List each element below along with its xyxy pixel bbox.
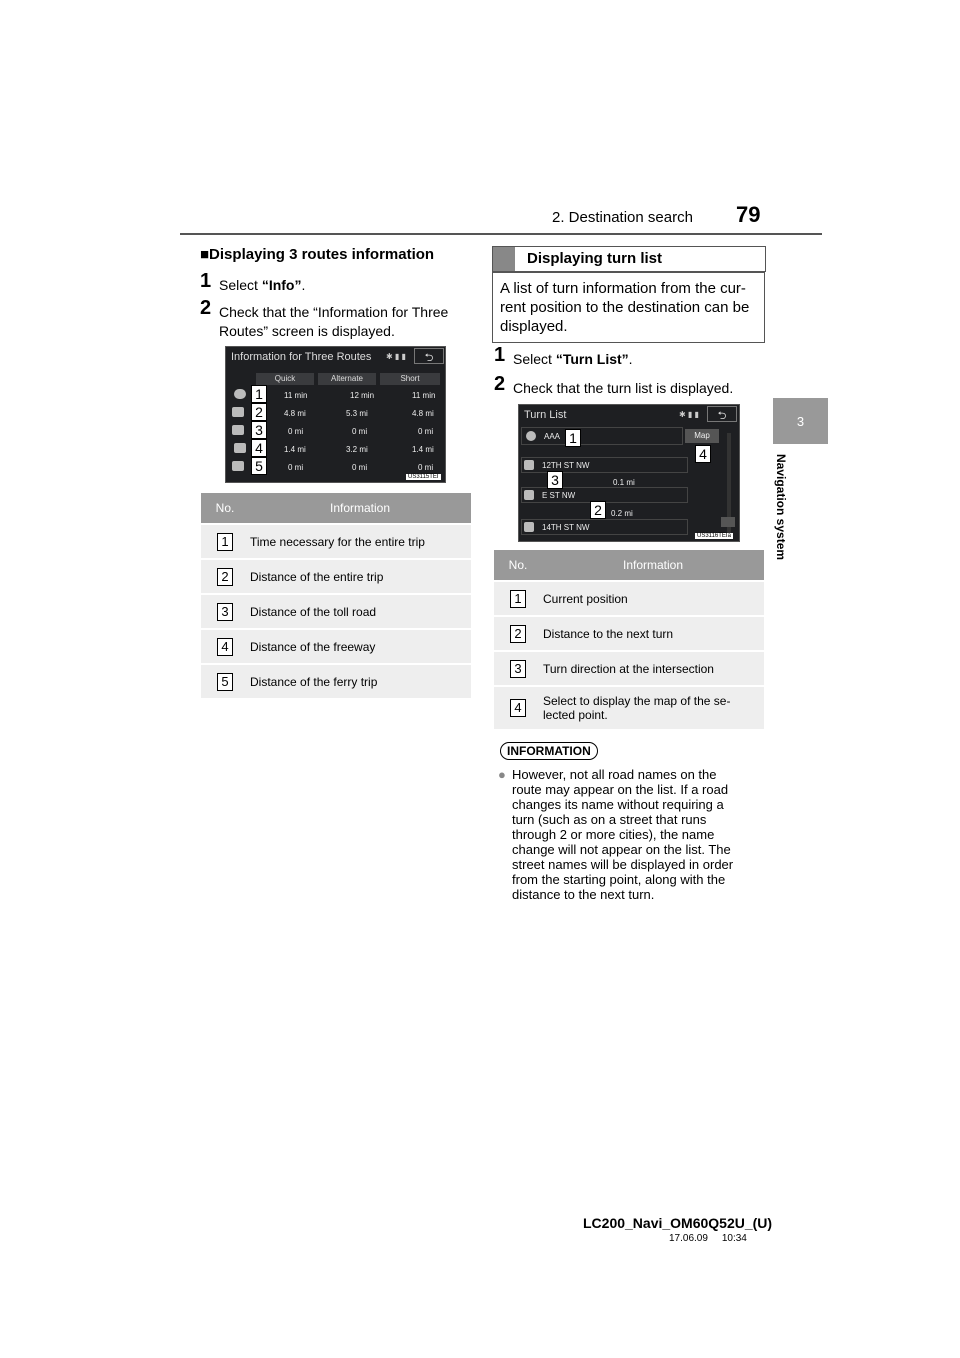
- note-line: distance to the next turn.: [512, 887, 655, 902]
- toll-icon: [232, 425, 244, 435]
- route-cell: 0 mi: [352, 427, 368, 436]
- note-line: route may appear on the list. If a road: [512, 782, 729, 797]
- step-text-prefix: Select: [513, 351, 556, 367]
- note-line: through 2 or more cities), the name: [512, 827, 715, 842]
- ferry-icon: [232, 461, 244, 471]
- row-number: 2: [510, 625, 526, 643]
- row-number: 2: [217, 568, 233, 586]
- step-number: 1: [494, 344, 506, 366]
- route-cell: 12 min: [350, 391, 375, 400]
- row-number: 4: [510, 699, 526, 717]
- right-step-1: [494, 344, 764, 370]
- column-short[interactable]: Short: [380, 373, 440, 385]
- table-row: [201, 629, 471, 664]
- step-text-prefix: Select: [219, 277, 262, 293]
- column-alternate[interactable]: Alternate: [318, 373, 376, 385]
- back-button[interactable]: [414, 348, 444, 364]
- turn-arrow-icon: [524, 460, 534, 470]
- section-header-box: [492, 246, 766, 272]
- freeway-icon: [234, 443, 246, 453]
- route-cell: 11 min: [284, 391, 308, 400]
- back-arrow-icon: ⮌: [717, 410, 727, 422]
- header-no: No.: [201, 493, 249, 524]
- table-row: [494, 616, 764, 651]
- note-line: from the starting point, along with the: [512, 872, 726, 887]
- intro-box: [492, 272, 765, 343]
- row-info: Distance of the freeway: [249, 629, 471, 664]
- header-information: Information: [542, 550, 764, 581]
- callout-tag: 1: [251, 385, 267, 403]
- table-row: [494, 686, 764, 729]
- turn-arrow-icon: [524, 522, 534, 532]
- street-name: E ST NW: [542, 491, 576, 500]
- information-note: [498, 767, 758, 907]
- step-text-suffix: .: [301, 277, 306, 293]
- clock-icon: [234, 389, 246, 399]
- street-name: 12TH ST NW: [542, 461, 590, 470]
- turn-distance: 0.2 mi: [611, 509, 633, 518]
- step-text-bold: “Info”: [261, 277, 302, 293]
- chapter-label: [772, 454, 788, 574]
- header-no: No.: [494, 550, 542, 581]
- routes-info-table: [201, 493, 471, 698]
- row-number: 1: [217, 533, 233, 551]
- step-text-line: Check that the “Information for Three: [219, 304, 449, 320]
- header-square: [493, 247, 515, 271]
- image-code: US3115TEI: [408, 474, 439, 480]
- section-title: 2. Destination search: [552, 209, 693, 226]
- turn-distance: 0.1 mi: [613, 478, 635, 487]
- callout-tag: 4: [251, 439, 267, 457]
- column-quick[interactable]: Quick: [256, 373, 314, 385]
- header-rule: [180, 233, 822, 235]
- table-row: [201, 559, 471, 594]
- step-number: 2: [200, 297, 212, 319]
- scroll-down-button[interactable]: [721, 517, 735, 527]
- note-line: However, not all road names on the: [512, 767, 717, 782]
- note-line: street names will be displayed in order: [512, 857, 734, 872]
- route-cell: 4.8 mi: [412, 409, 434, 418]
- page-number: 79: [736, 202, 761, 227]
- row-info: Distance of the toll road: [249, 594, 471, 629]
- information-badge: INFORMATION: [500, 742, 598, 760]
- step-text-bold: “Turn List”: [555, 351, 629, 367]
- note-line: changes its name without requiring a: [512, 797, 724, 812]
- route-cell: 0 mi: [418, 463, 434, 472]
- note-text: [512, 767, 758, 902]
- intro-line: A list of turn information from the cur-: [500, 280, 746, 297]
- row-number: 3: [217, 603, 233, 621]
- turn-row[interactable]: [521, 519, 688, 535]
- intro-line: rent position to the destination can be: [500, 299, 750, 316]
- step-text-suffix: .: [628, 351, 633, 367]
- step-text: [219, 276, 305, 295]
- row-info: [542, 686, 764, 729]
- table-header-row: [494, 550, 764, 581]
- document-code: LC200_Navi_OM60Q52U_(U): [583, 1215, 773, 1231]
- table-row: [201, 594, 471, 629]
- route-cell: 0 mi: [352, 463, 368, 472]
- street-name: 14TH ST NW: [542, 523, 590, 532]
- callout-tag: 1: [565, 429, 581, 447]
- current-position-label: AAA: [544, 432, 561, 441]
- route-cell: 1.4 mi: [284, 445, 306, 454]
- bullet-icon: ●: [498, 767, 506, 782]
- row-number: 5: [217, 673, 233, 691]
- table-header-row: [201, 493, 471, 524]
- screen-title: Information for Three Routes: [231, 351, 372, 363]
- step-text: Check that the turn list is displayed.: [513, 380, 734, 396]
- route-cell: 0 mi: [288, 427, 304, 436]
- left-step-2: [200, 297, 475, 343]
- subsection-heading: ■Displaying 3 routes information: [200, 246, 435, 263]
- note-line: turn (such as on a street that runs: [512, 812, 707, 827]
- callout-tag: 5: [251, 457, 267, 475]
- status-icons: ✱ ▮ ▮: [386, 352, 406, 361]
- table-row: [201, 524, 471, 559]
- print-datetime: 17.06.09 10:34: [669, 1233, 747, 1244]
- row-info: Time necessary for the entire trip: [249, 524, 471, 559]
- screen-title: Turn List: [524, 409, 567, 421]
- location-icon: [526, 431, 536, 441]
- map-button[interactable]: Map: [685, 429, 719, 443]
- chapter-tab[interactable]: 3: [773, 398, 828, 444]
- table-row: [494, 651, 764, 686]
- step-number: 2: [494, 373, 506, 395]
- three-routes-screen: [225, 346, 446, 483]
- callout-tag: 2: [590, 501, 606, 519]
- row-info-line: lected point.: [543, 708, 608, 722]
- step-number: 1: [200, 270, 212, 292]
- row-info: Current position: [542, 581, 764, 616]
- turn-list-screen: [518, 404, 740, 542]
- route-cell: 11 min: [412, 391, 436, 400]
- route-cell: 0 mi: [288, 463, 304, 472]
- row-info: Distance of the entire trip: [249, 559, 471, 594]
- table-row: [494, 581, 764, 616]
- callout-tag: 3: [547, 471, 563, 489]
- row-info: Turn direction at the intersection: [542, 651, 764, 686]
- route-icon: [232, 407, 244, 417]
- note-line: change will not appear on the list. The: [512, 842, 731, 857]
- left-step-1: [200, 270, 475, 296]
- right-step-2: [494, 373, 764, 399]
- back-button[interactable]: [707, 406, 737, 422]
- row-number: 4: [217, 638, 233, 656]
- intro-line: displayed.: [500, 318, 568, 335]
- route-cell: 3.2 mi: [346, 445, 368, 454]
- callout-tag: 2: [251, 403, 267, 421]
- table-row: [201, 664, 471, 698]
- callout-tag: 3: [251, 421, 267, 439]
- route-cell: 1.4 mi: [412, 445, 434, 454]
- chapter-label-text: Navigation system: [774, 454, 788, 561]
- row-info-line: Select to display the map of the se-: [543, 694, 731, 708]
- callout-tag: 4: [695, 445, 711, 463]
- status-icons: ✱ ▮ ▮: [679, 410, 699, 419]
- step-text: [513, 350, 633, 369]
- route-cell: 5.3 mi: [346, 409, 368, 418]
- turn-info-table: [494, 550, 764, 729]
- step-text-line: Routes” screen is displayed.: [219, 323, 395, 339]
- header-information: Information: [249, 493, 471, 524]
- image-code: US3116TEIa: [697, 533, 731, 539]
- route-cell: 4.8 mi: [284, 409, 306, 418]
- current-position-row[interactable]: [521, 427, 683, 445]
- row-number: 3: [510, 660, 526, 678]
- row-info: Distance of the ferry trip: [249, 664, 471, 698]
- section-header-title: Displaying turn list: [527, 250, 663, 267]
- back-arrow-icon: ⮌: [424, 352, 434, 364]
- row-info: Distance to the next turn: [542, 616, 764, 651]
- route-cell: 0 mi: [418, 427, 434, 436]
- turn-arrow-icon: [524, 490, 534, 500]
- row-number: 1: [510, 590, 526, 608]
- step-text: [219, 303, 471, 341]
